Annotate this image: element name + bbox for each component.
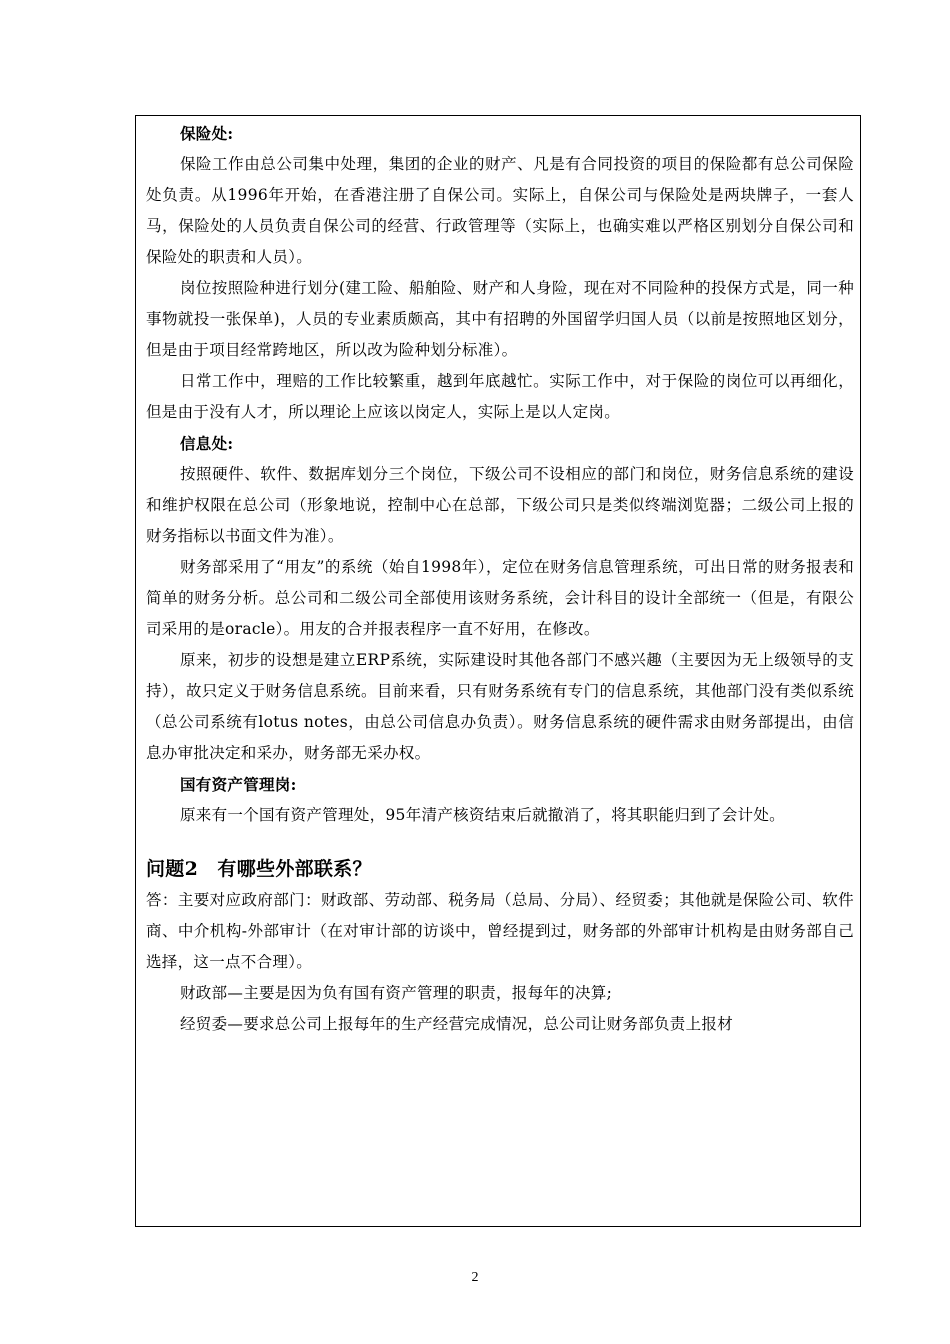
paragraph: 按照硬件、软件、数据库划分三个岗位，下级公司不设相应的部门和岗位，财务信息系统的建设和维护权限在总公司（形象地说，控制中心在总部，下级公司只是类似终端浏览器；二级公司上报的财务指标以书面文件为准）。 [146, 465, 854, 545]
section-heading-info: 信息处: [180, 434, 234, 453]
content-frame [135, 115, 861, 1227]
paragraph: 岗位按照险种进行划分(建工险、船舶险、财产和人身险，现在对不同险种的投保方式是，同一种事物就投一张保单)，人员的专业素质颇高，其中有招聘的外国留学归国人员（以前是按照地区划分，但是由于项目经常跨地区，所以改为险种划分标准）。 [146, 279, 854, 359]
answer-paragraph: 答：主要对应政府部门：财政部、劳动部、税务局（总局、分局）、经贸委；其他就是保险公司、软件商、中介机构-外部审计（在对审计部的访谈中，曾经提到过，财务部的外部审计机构是由财务部自己选择，这一点不合理）。 [146, 891, 854, 971]
paragraph: 原来有一个国有资产管理处，95年清产核资结束后就撤消了，将其职能归到了会计处。 [180, 806, 785, 824]
section-heading-insurance: 保险处: [180, 124, 234, 143]
section-heading-assets: 国有资产管理岗: [180, 775, 297, 794]
paragraph: 日常工作中，理赔的工作比较繁重，越到年底越忙。实际工作中，对于保险的岗位可以再细化，但是由于没有人才，所以理论上应该以岗定人，实际上是以人定岗。 [146, 372, 854, 421]
paragraph: 原来，初步的设想是建立ERP系统，实际建设时其他各部门不感兴趣（主要因为无上级领导的支持），故只定义于财务信息系统。目前来看，只有财务系统有专门的信息系统，其他部门没有类似系统（总公司系统有lotus notes，由总公司信息办负责）。财务信息系统的硬件需求由财务部提出，由信息办审批决定和采办，财务部无采办权。 [146, 651, 854, 762]
page-number: 2 [471, 1270, 479, 1285]
question-title: 问题2 有哪些外部联系？ [146, 858, 372, 880]
paragraph: 经贸委—要求总公司上报每年的生产经营完成情况，总公司让财务部负责上报材 [180, 1015, 734, 1033]
paragraph: 财政部—主要是因为负有国有资产管理的职责，报每年的决算; [180, 984, 613, 1002]
paragraph: 保险工作由总公司集中处理，集团的企业的财产、凡是有合同投资的项目的保险都有总公司保险处负责。从1996年开始，在香港注册了自保公司。实际上，自保公司与保险处是两块牌子，一套人马，保险处的人员负责自保公司的经营、行政管理等（实际上，也确实难以严格区别划分自保公司和保险处的职责和人员）。 [146, 155, 854, 266]
paragraph: 财务部采用了“用友”的系统（始自1998年），定位在财务信息管理系统，可出日常的财务报表和简单的财务分析。总公司和二级公司全部使用该财务系统，会计科目的设计全部统一（但是，有限公司采用的是oracle）。用友的合并报表程序一直不好用，在修改。 [146, 558, 854, 638]
document-body [146, 118, 854, 1040]
